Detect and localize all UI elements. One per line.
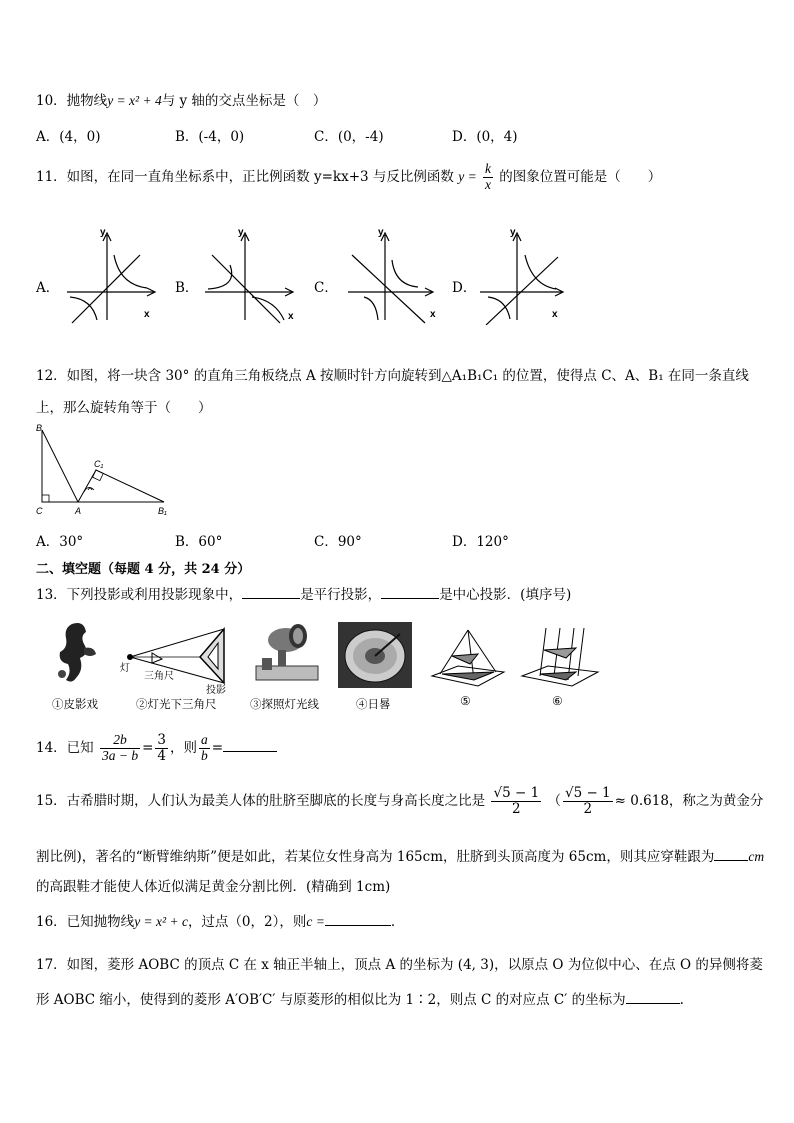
label-b: B xyxy=(36,423,43,433)
q14-stem: 14．已知 $\frac{2b}{3a - b}$ = $\frac{3}{4}$ ，则 $\frac{a}{b}$ = xyxy=(36,733,277,764)
q10-stem: 10．抛物线y = x² + 4与 y 轴的交点坐标是（ ） xyxy=(36,93,327,109)
q14-fraction-1: $\frac{2b}{3a - b}$ xyxy=(101,732,139,763)
caption-6: ⑥ xyxy=(552,694,563,708)
svg-text:y: y xyxy=(238,227,244,238)
q13-blank-parallel[interactable] xyxy=(242,598,300,599)
q10-option-c: C．(0，-4) xyxy=(314,129,384,145)
q10-option-a: A．(4，0) xyxy=(36,129,101,145)
caption-3: ③探照灯光线 xyxy=(250,697,319,711)
q15-fraction-1: $\frac{√5 - 1}{2}$ xyxy=(493,785,540,817)
q11-graph-a xyxy=(62,225,162,325)
q17-line1: 17．如图，菱形 AOBC 的顶点 C 在 x 轴正半轴上，顶点 A 的坐标为 (4, 3)，以原点 O 为位似中心、在点 O 的异侧将菱 xyxy=(36,957,763,973)
label-c1: C₁ xyxy=(94,459,104,469)
triangle-label: 三角尺 xyxy=(144,671,174,682)
q15-answer-blank[interactable] xyxy=(714,860,748,861)
lamp-triangle-picture xyxy=(118,625,238,695)
q15-line2: 割比例)，著名的“断臂维纳斯”便是如此，若某位女性身高为 165cm，肚脐到头顶高度为 65cm，则其应穿鞋跟为 cm xyxy=(36,849,765,865)
q15-line1: 15．古希腊时期，人们认为最美人体的肚脐至脚底的长度与身高长度之比是 $\frac{√5 - 1}{2}$ （ $\frac{√5 - 1}{2}$ ≈ 0.618，称之为黄金分 xyxy=(36,785,764,817)
q17-line2: 形 AOBC 缩小，使得到的菱形 A′OB′C′ 与原菱形的相似比为 1∶2，则点 C 的对应点 C′ 的坐标为 . xyxy=(36,992,684,1008)
q11-option-c: C． xyxy=(314,280,338,296)
svg-text:y: y xyxy=(510,227,516,238)
svg-text:x: x xyxy=(430,309,436,320)
q16-answer-blank[interactable] xyxy=(325,925,391,926)
q13-blank-central[interactable] xyxy=(381,598,439,599)
label-b1: B₁ xyxy=(158,506,167,516)
shadow-puppet-picture xyxy=(50,618,110,690)
label-a: A xyxy=(75,506,82,516)
q14-fraction-3: $\frac{a}{b}$ xyxy=(201,732,208,763)
q10-option-b: B．(-4，0) xyxy=(175,129,245,145)
parallel-rays-picture xyxy=(518,624,602,690)
q16-stem: 16．已知抛物线y = x² + c，过点（0，2），则c = ． xyxy=(36,914,405,930)
q12-option-d: D．120° xyxy=(452,534,509,550)
q11-fraction: $\frac{k}{x}$ xyxy=(484,161,491,192)
q15-fraction-2: $\frac{√5 - 1}{2}$ xyxy=(564,785,611,817)
q14-answer-blank[interactable] xyxy=(223,751,277,752)
q11-option-d: D． xyxy=(452,280,477,296)
q11-option-a: A． xyxy=(36,280,60,296)
q15-line3: 的高跟鞋才能使人体近似满足黄金分割比例．(精确到 1cm) xyxy=(36,879,391,895)
projection-label: 投影 xyxy=(206,685,226,695)
axis-y-label: y xyxy=(100,227,106,238)
q11-graph-c xyxy=(340,225,440,325)
section2-title: 二、填空题（每题 4 分，共 24 分） xyxy=(36,562,251,577)
q12-figure xyxy=(30,420,175,520)
caption-1: ①皮影戏 xyxy=(52,697,98,711)
svg-text:x: x xyxy=(288,311,294,322)
caption-4: ④日晷 xyxy=(356,697,391,711)
lamp-label: 灯 xyxy=(120,663,130,674)
q11-option-b: B． xyxy=(175,280,199,296)
q11-stem: 11．如图，在同一直角坐标系中，正比例函数 y=kx+3 与反比例函数 y = $\frac{k}{x}$ 的图象位置可能是（ ） xyxy=(36,161,662,192)
searchlight-picture xyxy=(250,620,325,692)
q11-graph-d xyxy=(480,225,580,325)
svg-text:y: y xyxy=(378,227,384,238)
pyramid-central-picture xyxy=(428,628,506,690)
q14-fraction-2: $\frac{3}{4}$ xyxy=(157,732,167,764)
q12-option-a: A．30° xyxy=(36,534,84,550)
q10-formula: y = x² + 4 xyxy=(107,93,162,108)
q17-answer-blank[interactable] xyxy=(626,1003,680,1004)
label-c: C xyxy=(36,506,43,516)
q13-stem: 13．下列投影或利用投影现象中， 是平行投影， 是中心投影．(填序号) xyxy=(36,587,572,603)
sundial-picture xyxy=(338,622,412,688)
q12-option-b: B．60° xyxy=(175,534,223,550)
q10-option-d: D．(0，4) xyxy=(452,129,518,145)
q12-stem: 12．如图，将一块含 30° 的直角三角板绕点 A 按顺时针方向旋转到△A₁B₁C₁ 的位置，使得点 C、A、B₁ 在同一条直线 xyxy=(36,368,749,384)
caption-5: ⑤ xyxy=(460,694,471,708)
svg-text:x: x xyxy=(552,309,558,320)
q11-graph-b xyxy=(200,225,300,325)
caption-2: ②灯光下三角尺 xyxy=(136,697,217,711)
axis-x-label: x xyxy=(144,309,150,320)
q12-stem-line2: 上，那么旋转角等于（ ） xyxy=(36,400,212,416)
q12-option-c: C．90° xyxy=(314,534,362,550)
